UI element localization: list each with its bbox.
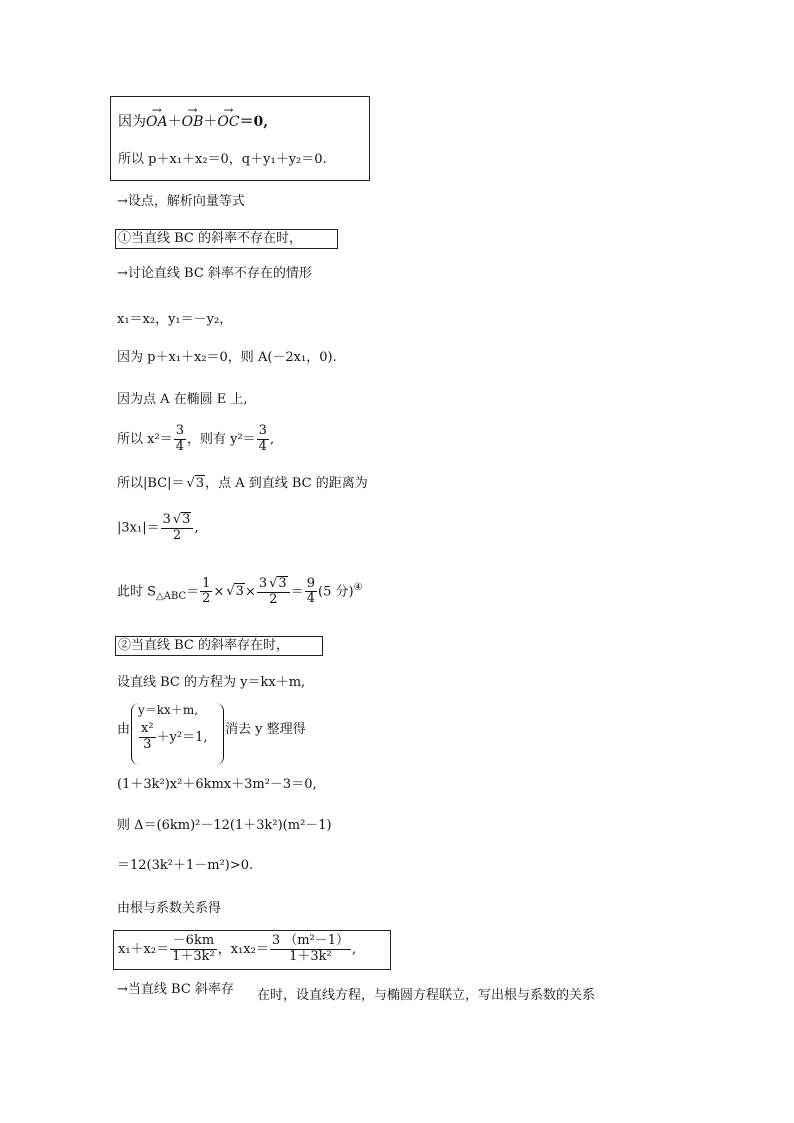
x1-x2-relation: x₁＝x₂，y₁＝－y₂， bbox=[117, 312, 233, 327]
note-case2-b: 在时，设直线方程，与椭圆方程联立，写出根与系数的关系 bbox=[257, 988, 596, 1003]
fraction: $\frac{\text{x²}}{3}$ bbox=[141, 721, 154, 752]
vector-equation-line: 因为→ OA＋→ OB＋→ OC＝0, bbox=[118, 108, 268, 131]
bc-length-line: 所以|BC|＝√ 3，点 A 到直线 BC 的距离为 bbox=[117, 475, 368, 492]
case2-title: ②当直线 BC 的斜率存在时， bbox=[118, 638, 290, 653]
line-equation: 设直线 BC 的方程为 y＝kx＋m, bbox=[117, 675, 306, 690]
fraction: $\frac{3√ 3}{2}$ bbox=[161, 512, 194, 544]
fraction: $\frac{9}{4}$ bbox=[306, 575, 315, 607]
fraction: $\frac{\text{3 （m²－1）}}{\text{1＋3k²}}$ bbox=[271, 933, 350, 964]
system-eq1: y＝kx＋m, bbox=[138, 703, 199, 717]
system-prefix: 由 bbox=[117, 722, 131, 737]
distance-line: |3x₁|＝ $\frac{3√ 3}{2}$ , bbox=[117, 512, 199, 544]
fraction: $\frac{-6km}{\text{1＋3k²}}$ bbox=[172, 933, 215, 964]
sqrt: √ 3 bbox=[195, 475, 206, 492]
quadratic-equation: (1＋3k²)x²＋6kmx＋3m²－3＝0, bbox=[117, 777, 317, 792]
vector-ob: → OB bbox=[182, 108, 204, 131]
vieta-intro: 由根与系数关系得 bbox=[117, 901, 222, 916]
vector-oc: → OC bbox=[217, 108, 239, 131]
coordinate-sum-line: 所以 p＋x₁＋x₂＝0，q＋y₁＋y₂＝0. bbox=[118, 152, 327, 167]
area-line: 此时 $S_{\triangle ABC}=$ $\frac{1}{2}$ ×√ 3× $\frac{3√ 3}{2}$ ＝ $\frac{9}{4}$ (5 分)④ bbox=[117, 576, 363, 608]
discriminant-line: 则 Δ＝(6km)²－12(1＋3k²)(m²－1) bbox=[117, 818, 332, 833]
point-a-on-ellipse: 因为点 A 在椭圆 E 上, bbox=[117, 392, 248, 407]
system-suffix: 消去 y 整理得 bbox=[225, 722, 306, 737]
right-brace bbox=[215, 703, 224, 765]
vieta-formula: x₁＋x₂＝ $\frac{-6km}{\text{1＋3k²}}$ ，x₁x₂＝ $\frac{\text{3 （m²－1）}}{\text{1＋3k²}}$ , bbox=[118, 933, 357, 964]
fraction: $\frac{3√ 3}{2}$ bbox=[257, 576, 290, 608]
note-case1: →讨论直线 BC 斜率不存在的情形 bbox=[117, 266, 312, 281]
fraction: $\frac{3}{4}$ bbox=[175, 423, 184, 454]
note-set-point: →设点，解析向量等式 bbox=[117, 194, 245, 209]
fraction: $\frac{1}{2}$ bbox=[202, 575, 211, 607]
x2-value-line: 所以 x²＝ $\frac{3}{4}$ ，则有 y²＝ $\frac{3}{4}$ , bbox=[117, 423, 275, 454]
point-a-coordinate: 因为 p＋x₁＋x₂＝0，则 A(－2x₁，0). bbox=[117, 350, 337, 365]
vector-oa: → OA bbox=[146, 108, 168, 131]
fraction: $\frac{3}{4}$ bbox=[258, 423, 267, 454]
system-eq2: $\frac{\text{x²}}{3}$ ＋y²＝1, bbox=[141, 721, 208, 752]
discriminant-result: ＝12(3k²＋1－m²)>0. bbox=[117, 858, 254, 873]
annotation-mark: ④ bbox=[353, 582, 363, 594]
case1-title: ①当直线 BC 的斜率不存在时， bbox=[118, 231, 303, 246]
note-case2-a: →当直线 BC 斜率存 bbox=[117, 982, 234, 997]
